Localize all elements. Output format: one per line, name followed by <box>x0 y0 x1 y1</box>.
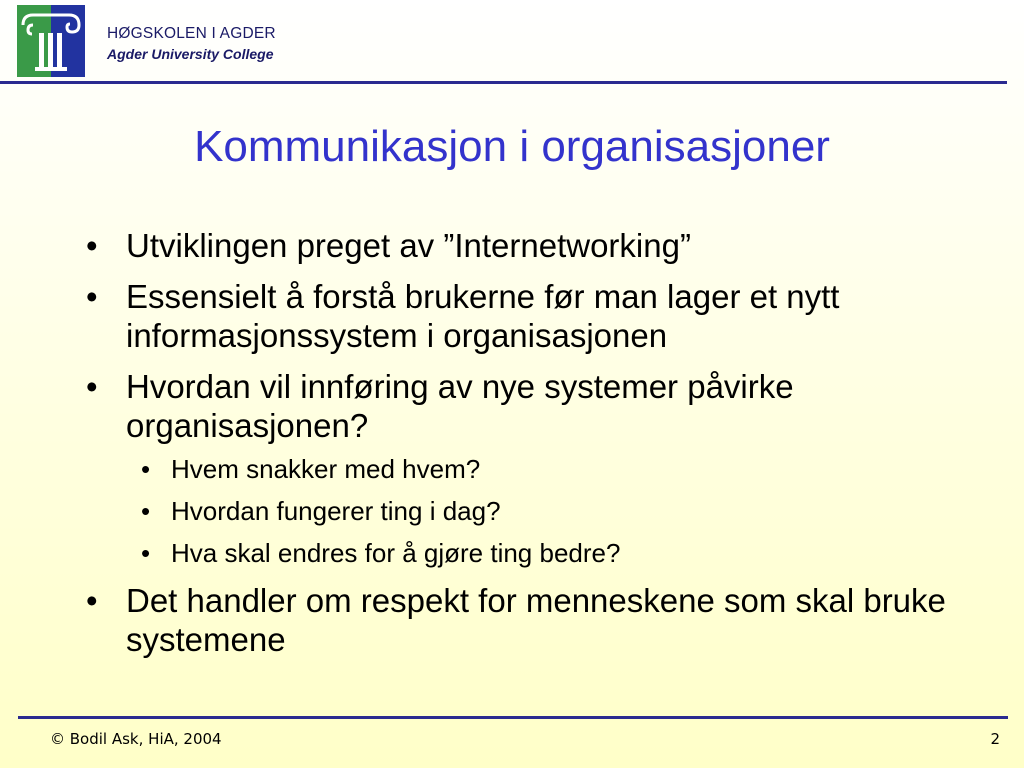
institution-name: HØGSKOLEN I AGDER <box>107 25 276 42</box>
footer-copyright: © Bodil Ask, HiA, 2004 <box>50 730 222 748</box>
bullet-text: Hvordan vil innføring av nye systemer påvirke organisasjonen? <box>126 368 794 444</box>
institution-name-block <box>107 25 276 62</box>
sub-bullet-text: Hva skal endres for å gjøre ting bedre? <box>171 538 621 568</box>
ionic-column-logo-icon <box>17 5 85 77</box>
sub-bullet-dot-icon: • <box>141 538 151 568</box>
bullet-dot-icon: • <box>86 227 98 264</box>
bullet-item <box>86 367 1006 445</box>
page-number: 2 <box>990 730 1000 748</box>
bullet-item <box>86 277 1006 355</box>
sub-bullet-text: Hvem snakker med hvem? <box>171 454 481 484</box>
sub-bullet-dot-icon: • <box>141 454 151 484</box>
institution-subtitle: Agder University College <box>107 46 274 62</box>
bullet-item <box>86 226 1006 265</box>
sub-bullet-dot-icon: • <box>141 496 151 526</box>
bullet-list <box>86 226 1006 671</box>
bullet-text: Det handler om respekt for menneskene som skal bruke systemene <box>126 582 946 658</box>
header-divider <box>0 81 1007 84</box>
bullet-item <box>86 581 1006 659</box>
bullet-text: Utviklingen preget av ”Internetworking” <box>126 227 691 264</box>
sub-bullet-item <box>86 496 1006 527</box>
sub-bullet-item <box>86 538 1006 569</box>
bullet-dot-icon: • <box>86 582 98 619</box>
bullet-dot-icon: • <box>86 368 98 405</box>
sub-bullet-text: Hvordan fungerer ting i dag? <box>171 496 501 526</box>
bullet-text: Essensielt å forstå brukerne før man lager et nytt informasjonssystem i organisasjonen <box>126 278 840 354</box>
slide-title: Kommunikasjon i organisasjoner <box>194 122 830 171</box>
footer-divider <box>18 716 1008 719</box>
sub-bullet-item <box>86 454 1006 485</box>
bullet-dot-icon: • <box>86 278 98 315</box>
